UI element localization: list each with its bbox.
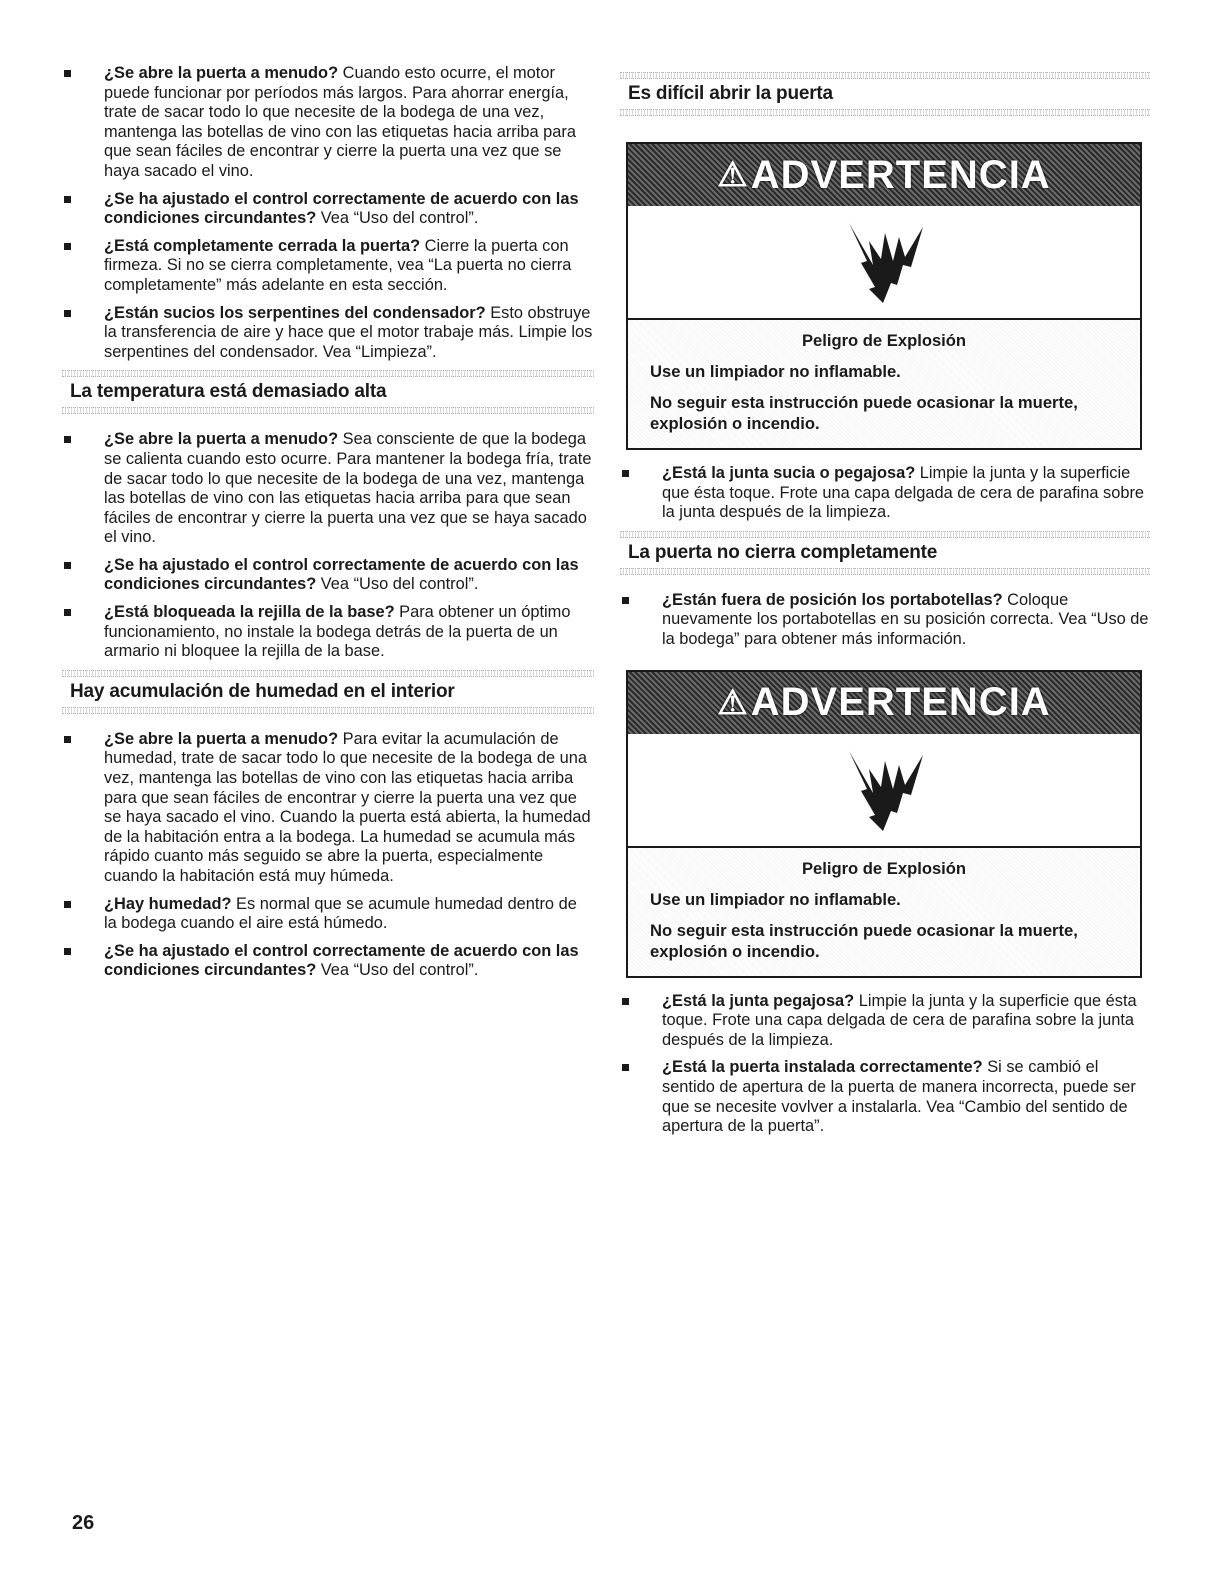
bullet-square-icon: [622, 470, 629, 477]
section-list: [620, 464, 1150, 523]
warning-triangle-icon: ⚠: [717, 683, 749, 722]
section-list: [620, 591, 1150, 650]
explosion-icon: [839, 745, 929, 835]
divider: [62, 670, 594, 677]
list-item: ¿Se ha ajustado el control correctamente de acuerdo con las condiciones circundantes? Vea “Uso del control”.: [62, 190, 594, 229]
warning-body: [628, 848, 1140, 976]
divider: [620, 72, 1150, 79]
list-item: ¿Está la junta pegajosa? Limpie la junta y la superficie que ésta toque. Frote una capa delgada de cera de parafina sobre la junta después de la limpieza.: [620, 992, 1150, 1051]
warning-instruction: Use un limpiador no inflamable.: [650, 889, 901, 909]
divider: [620, 109, 1150, 116]
list-item: ¿Se abre la puerta a menudo? Para evitar la acumulación de humedad, trate de sacar todo lo que necesite de la bodega de una vez, mantenga las botellas de vino con las etiquetas hacia arriba para que sean fáciles de encontrar y cierre la puerta una vez que se haya sacado el vino. Cuando la puerta está abierta, la humedad de la habitación entra a la bodega. La humedad se acumula más rápido cuanto más seguido se abre la puerta, especialmente cuando la habitación está muy húmeda.: [62, 730, 594, 887]
warning-body: [628, 320, 1140, 448]
bullet-square-icon: [64, 562, 71, 569]
divider: [62, 407, 594, 414]
bullet-square-icon: [64, 948, 71, 955]
explosion-icon-area: [628, 206, 1140, 320]
list-item: ¿Se ha ajustado el control correctamente de acuerdo con las condiciones circundantes? Vea “Uso del control”.: [62, 556, 594, 595]
list-item: ¿Se ha ajustado el control correctamente de acuerdo con las condiciones circundantes? Vea “Uso del control”.: [62, 942, 594, 981]
bullet-square-icon: [64, 736, 71, 743]
hazard-title: Peligro de Explosión: [801, 331, 967, 350]
list-item: ¿Se abre la puerta a menudo? Sea consciente de que la bodega se calienta cuando esto ocurre. Para mantener la bodega fría, trate de sacar todo lo que necesite de la bodega de una vez, mantenga las botellas de vino con las etiquetas hacia arriba para que sean fáciles de encontrar y cierre la puerta una vez que se haya sacado el vino.: [62, 430, 594, 548]
divider: [620, 531, 1150, 538]
section-list: [62, 730, 594, 981]
right-column: [620, 72, 1150, 1145]
list-item: ¿Está la junta sucia o pegajosa? Limpie la junta y la superficie que ésta toque. Frote una capa delgada de cera de parafina sobre la junta después de la limpieza.: [620, 464, 1150, 523]
warning-instruction: Use un limpiador no inflamable.: [650, 362, 901, 381]
section-title: Es difícil abrir la puerta: [628, 83, 833, 104]
explosion-icon: [839, 217, 929, 307]
warning-box: [626, 142, 1142, 450]
warning-header: ⚠ ADVERTENCIA: [628, 672, 1140, 734]
page-number: 26: [72, 1512, 95, 1534]
intro-list: [62, 64, 594, 362]
divider: [62, 370, 594, 377]
section-list: [620, 992, 1150, 1137]
divider: [62, 707, 594, 714]
warning-header: ⚠ ADVERTENCIA: [628, 144, 1140, 206]
bullet-square-icon: [64, 243, 71, 250]
bullet-square-icon: [64, 196, 71, 203]
section-title: Hay acumulación de humedad en el interior: [70, 680, 455, 702]
bullet-square-icon: [622, 998, 629, 1005]
warning-triangle-icon: ⚠: [717, 156, 749, 194]
bullet-square-icon: [64, 70, 71, 77]
list-item: ¿Está completamente cerrada la puerta? Cierre la puerta con firmeza. Si no se cierra completamente, vea “La puerta no cierra completamente” más adelante en esta sección.: [62, 237, 594, 296]
bullet-square-icon: [64, 436, 71, 443]
list-item: ¿Están fuera de posición los portabotellas? Coloque nuevamente los portabotellas en su posición correcta. Vea “Uso de la bodega” para obtener más información.: [620, 591, 1150, 650]
hazard-title: Peligro de Explosión: [801, 858, 967, 878]
list-item: ¿Está la puerta instalada correctamente? Si se cambió el sentido de apertura de la puerta de manera incorrecta, puede ser que se necesite vovlver a instalarla. Vea “Cambio del sentido de apertura de la puerta”.: [620, 1058, 1150, 1136]
warning-box: [626, 670, 1142, 978]
explosion-icon-area: [628, 734, 1140, 848]
section-header: [62, 370, 594, 414]
warning-consequence: No seguir esta instrucción puede ocasionar la muerte, explosión o incendio.: [650, 393, 1078, 433]
bullet-square-icon: [64, 310, 71, 317]
section-header: [620, 72, 1150, 116]
section-title: La puerta no cierra completamente: [628, 541, 938, 563]
divider: [620, 568, 1150, 575]
list-item: ¿Están sucios los serpentines del condensador? Esto obstruye la transferencia de aire y hace que el motor trabaje más. Limpie los serpentines del condensador. Vea “Limpieza”.: [62, 304, 594, 363]
section-header: [62, 670, 594, 714]
list-item: ¿Está bloqueada la rejilla de la base? Para obtener un óptimo funcionamiento, no instale la bodega detrás de la puerta de un armario ni bloquee la rejilla de la base.: [62, 603, 594, 662]
bullet-square-icon: [622, 597, 629, 604]
section-list: [62, 430, 594, 662]
list-item: ¿Hay humedad? Es normal que se acumule humedad dentro de la bodega cuando el aire está húmedo.: [62, 895, 594, 934]
section-title: La temperatura está demasiado alta: [70, 381, 387, 403]
bullet-square-icon: [64, 609, 71, 616]
bullet-square-icon: [622, 1064, 629, 1071]
left-column: [62, 64, 594, 989]
list-item: ¿Se abre la puerta a menudo? Cuando esto ocurre, el motor puede funcionar por períodos más largos. Para ahorrar energía, trate de sacar todo lo que necesite de la bodega de una vez, mantenga las botellas de vino con las etiquetas hacia arriba para que sean fáciles de encontrar y cierre la puerta una vez que se haya sacado el vino.: [62, 64, 594, 182]
warning-consequence: No seguir esta instrucción puede ocasionar la muerte, explosión o incendio.: [650, 920, 1078, 961]
bullet-square-icon: [64, 901, 71, 908]
section-header: [620, 531, 1150, 575]
